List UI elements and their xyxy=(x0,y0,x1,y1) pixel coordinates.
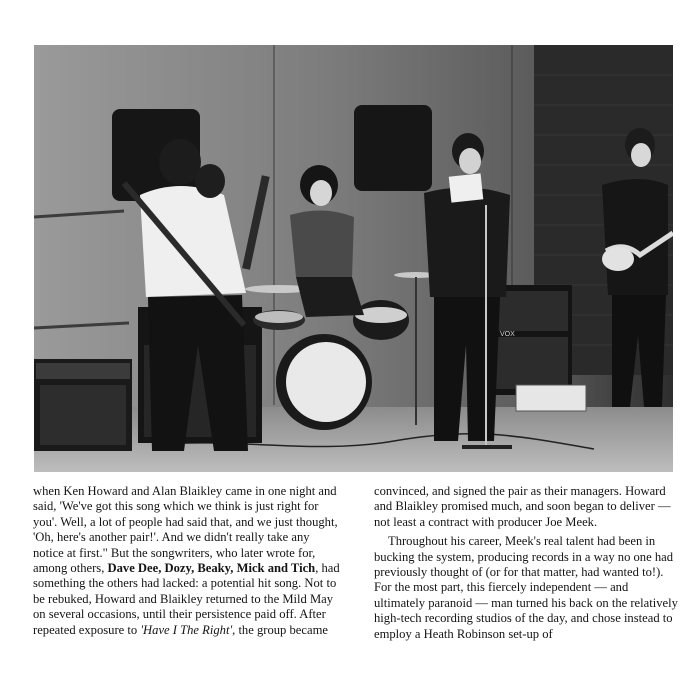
band-name: Dave Dee, Dozy, Beaky, Mick and Tich xyxy=(107,561,316,576)
text-column-right xyxy=(374,484,679,642)
paragraph-left-part-3: , the group became xyxy=(232,622,328,637)
paragraph-right-1: convinced, and signed the pair as their managers. Howard and Blaikley promised much, and soon began to deliver — not least a contract with producer Joe Meek. xyxy=(374,484,671,529)
paragraph-right-2: Throughout his career, Meek's real talent had been in bucking the system, producing records in a way no one had previously thought of (or for that matter, had wanted to!). For the most part, this fiercely independent — and ultimately paranoid — man turned his back on the relatively high-tech recording studios of the day, and chose instead to employ a Heath Robinson set-up of xyxy=(374,534,678,641)
band-photo-illustration xyxy=(34,45,673,472)
studio-window-right xyxy=(354,105,432,191)
paragraph-left-part-1: when Ken Howard and Alan Blaikley came in one night and said, 'We've got this song which we think is just right for you'. Well, a lot of people had said that, and we just thought, 'Oh, here's another pair!'. And we didn't really take any notice at first." But the songwriters, who later wrote for, among others, xyxy=(33,484,338,576)
sheet-of-paper xyxy=(449,173,484,202)
paragraph-left xyxy=(33,484,343,638)
band-photo xyxy=(34,45,673,472)
song-title: 'Have I The Right' xyxy=(140,622,233,637)
text-column-left xyxy=(33,484,343,638)
effects-box xyxy=(516,385,586,411)
paragraph-left-part-2: , had something the others had lacked: a potential hit song. Not to be rebuked, Howard and Blaikley returned to the Mild May on several occasions, until their persistence paid off. After repeated exposure to xyxy=(33,561,340,637)
amp-brand-label: VOX xyxy=(500,331,515,338)
